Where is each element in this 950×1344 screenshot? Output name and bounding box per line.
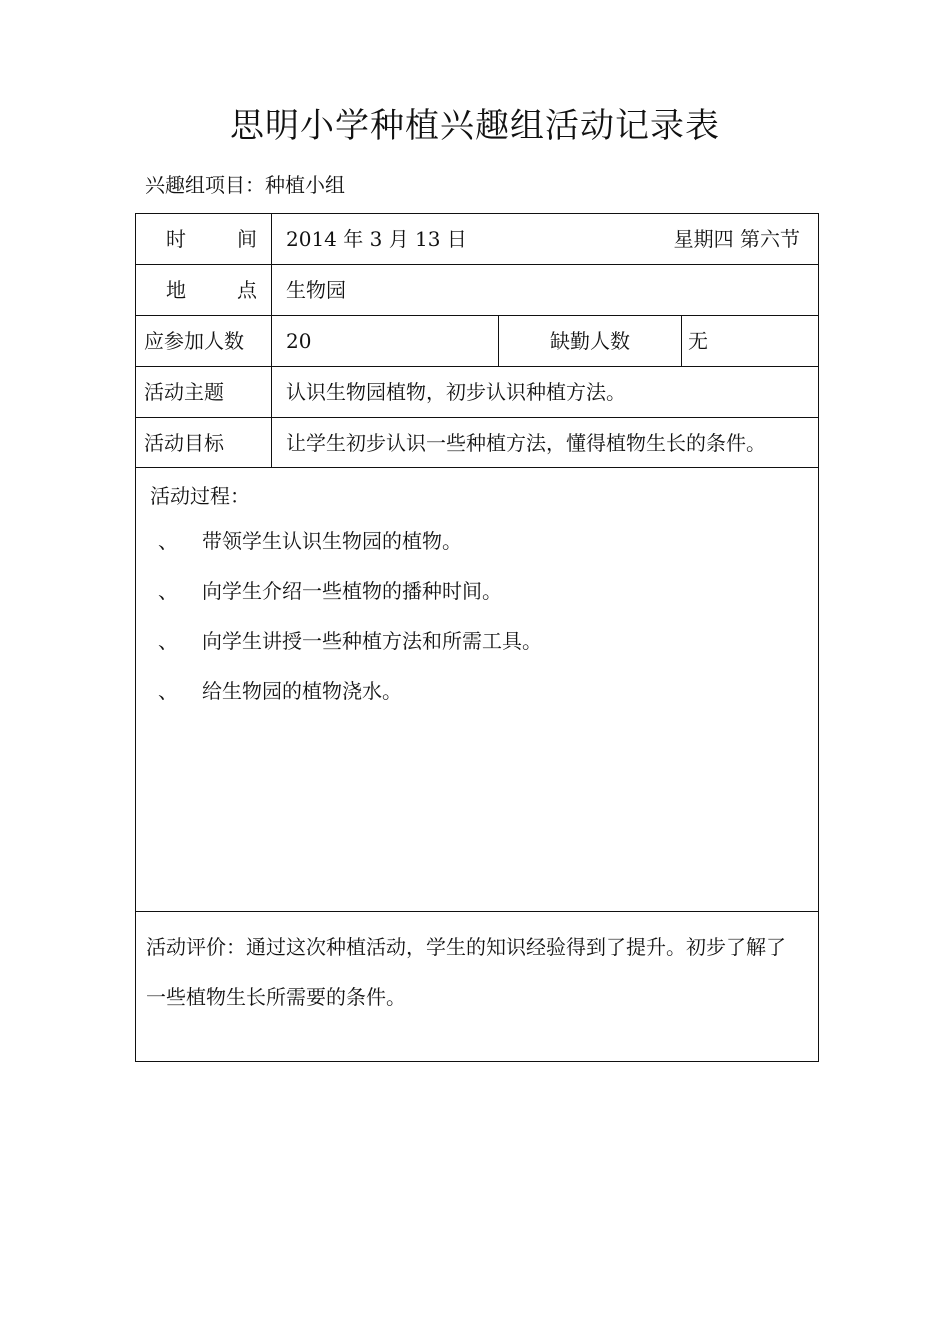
process-item-text: 向学生讲授一些种植方法和所需工具。 xyxy=(202,629,542,653)
time-value-cell xyxy=(272,214,819,265)
process-item-mark: 、 xyxy=(158,529,178,553)
place-value: 生物园 xyxy=(272,265,819,316)
time-label-b: 间 xyxy=(237,227,257,251)
theme-value: 认识生物园植物，初步认识种植方法。 xyxy=(272,367,819,418)
process-item xyxy=(136,616,818,666)
time-label-a: 时 xyxy=(166,227,186,251)
time-label-cell xyxy=(136,214,272,265)
process-item-text: 带领学生认识生物园的植物。 xyxy=(202,529,462,553)
process-item xyxy=(136,516,818,566)
process-item-mark: 、 xyxy=(158,629,178,653)
process-item xyxy=(136,566,818,616)
record-table xyxy=(135,213,819,1062)
place-row xyxy=(136,265,819,316)
goal-row xyxy=(136,418,819,468)
time-row xyxy=(136,214,819,265)
attendance-row xyxy=(136,316,819,367)
theme-row xyxy=(136,367,819,418)
process-item-text: 给生物园的植物浇水。 xyxy=(202,679,402,703)
process-row xyxy=(136,468,819,912)
place-label-a: 地 xyxy=(166,278,186,302)
absent-label: 缺勤人数 xyxy=(499,316,682,367)
attendance-value: 20 xyxy=(272,316,499,367)
process-cell xyxy=(136,468,819,912)
evaluation-text: 活动评价：通过这次种植活动，学生的知识经验得到了提升。初步了解了一些植物生长所需要的条件。 xyxy=(136,912,819,1062)
process-item-mark: 、 xyxy=(158,579,178,603)
absent-value: 无 xyxy=(682,316,819,367)
process-list xyxy=(136,516,818,716)
process-label: 活动过程： xyxy=(150,484,250,508)
process-item-text: 向学生介绍一些植物的播种时间。 xyxy=(202,579,502,603)
place-label-b: 点 xyxy=(237,278,257,302)
place-label-cell xyxy=(136,265,272,316)
weekday-period-value: 星期四 第六节 xyxy=(673,227,800,251)
attendance-label: 应参加人数 xyxy=(136,316,272,367)
project-label: 兴趣组项目：种植小组 xyxy=(145,173,345,197)
goal-label: 活动目标 xyxy=(136,418,272,468)
process-item xyxy=(136,666,818,716)
page-title: 思明小学种植兴趣组活动记录表 xyxy=(230,106,720,146)
process-item-mark: 、 xyxy=(158,679,178,703)
theme-label: 活动主题 xyxy=(136,367,272,418)
evaluation-row xyxy=(136,912,819,1062)
date-value: 2014 年 3 月 13 日 xyxy=(286,227,467,251)
goal-value: 让学生初步认识一些种植方法，懂得植物生长的条件。 xyxy=(272,418,819,468)
